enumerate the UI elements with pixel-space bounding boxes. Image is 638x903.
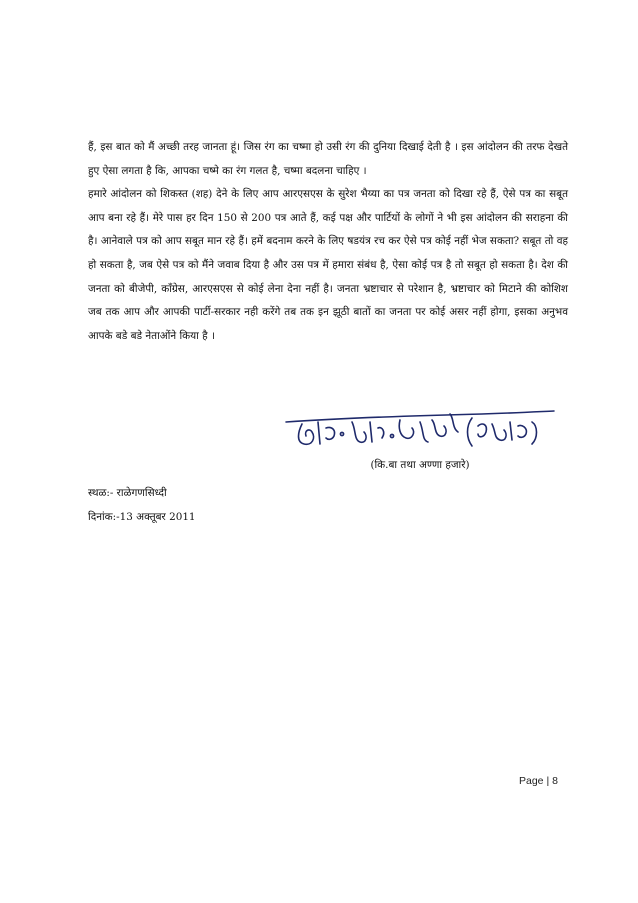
date-line: दिनांक:-13 अक्तूबर 2011 <box>88 511 196 523</box>
letter-body <box>88 136 568 348</box>
place-line: स्थळ:- राळेगणसिध्दी <box>88 487 167 499</box>
handwritten-signature <box>282 392 562 456</box>
letter-paragraph-1: हैं, इस बात को मैं अच्छी तरह जानता हूं। जिस रंग का चष्मा हो उसी रंग की दुनिया दिखाई देती है । इस आंदोलन की तरफ देखते हुए ऐसा लगता है कि, आपका चष्मे का रंग गलत है, चष्मा बदलना चाहिए । <box>88 141 568 177</box>
page-number-footer: Page | 8 <box>519 775 558 787</box>
letter-paragraph-2: हमारे आंदोलन को शिकस्त (शह) देने के लिए आप आरएसएस के सुरेश भैय्या का पत्र जनता को दिखा रहे हैं, ऐसे पत्र का सबूत आप बना रहे हैं। मेरे पास हर दिन 150 से 200 पत्र आते हैं, कई पक्ष और पार्टियों के लोगों ने भी इस आंदोलन की सराहना की है। आनेवाले पत्र को आप सबूत मान रहे हैं। हमें बदनाम करने के लिए षडयंत्र रच कर ऐसे पत्र कोई नहीं भेज सकता? सबूत तो वह हो सकता है, जब ऐसे पत्र को मैंने जवाब दिया है और उस पत्र में हमारा संबंध है, ऐसा कोई पत्र है तो सबूत हो सकता है। देश की जनता को बीजेपी, कॉंग्रेस, आरएसएस से कोई लेना देना नहीं है। जनता भ्रष्टाचार से परेशान है, भ्रष्टाचार को मिटाने की कोशिश जब तक आप और आपकी पार्टी-सरकार नही करेंगे तब तक इन झूठी बातों का जनता पर कोई असर नहीं होगा, इसका अनुभव आपके बडे बडे नेताओंने किया है । <box>88 188 568 342</box>
signature-image <box>282 392 562 456</box>
signature-caption: (कि.बा तथा अण्णा हजारे) <box>370 459 470 471</box>
